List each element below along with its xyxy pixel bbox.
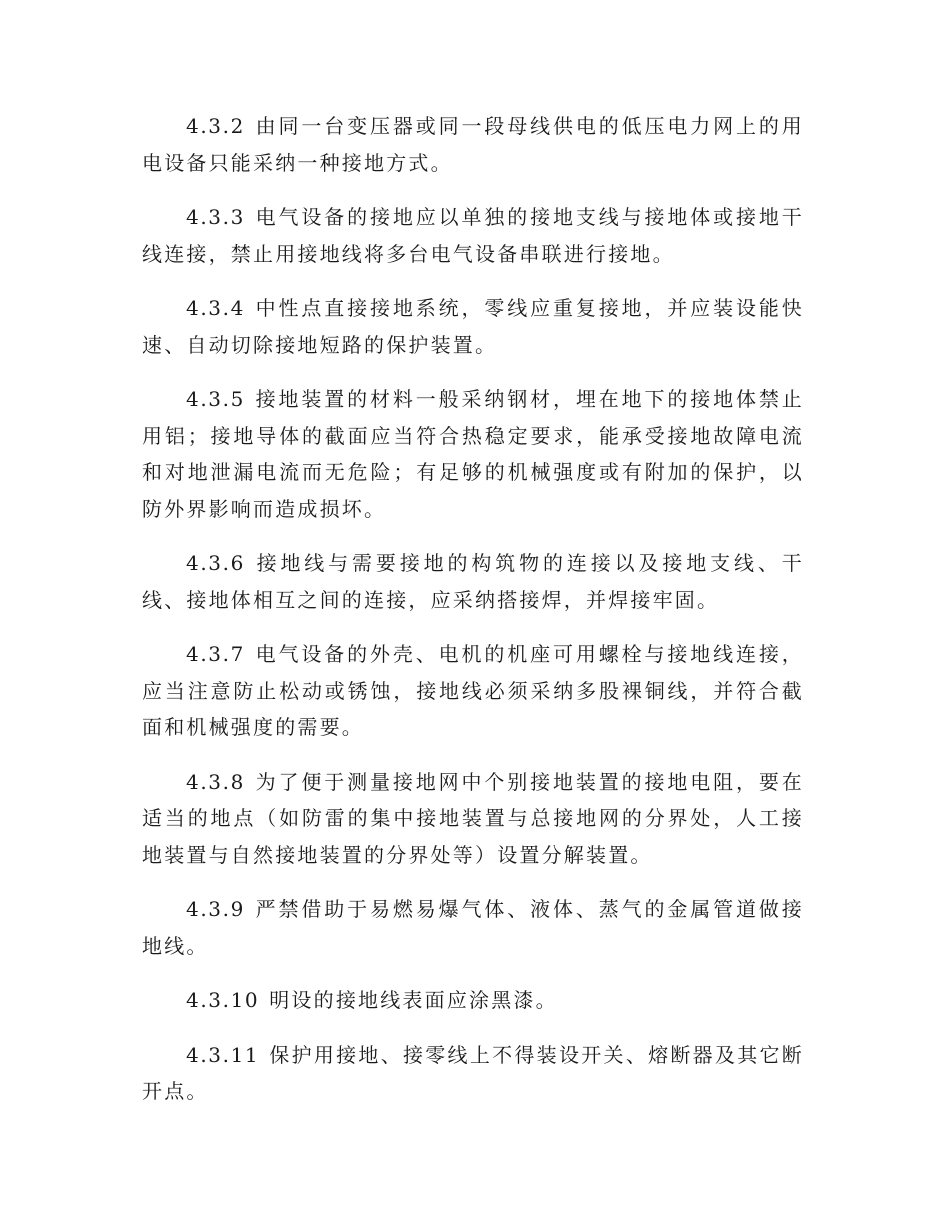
clause-number: 4.3.9 bbox=[186, 897, 245, 921]
clause-number: 4.3.2 bbox=[186, 114, 245, 138]
clause-text: 接地装置的材料一般采纳钢材，埋在地下的接地体禁止用铝；接地导体的截面应当符合热稳定要求，能承受接地故障电流和对地泄漏电流而无危险；有足够的机械强度或有附加的保护，以防外界影响而造成损坏。 bbox=[142, 387, 804, 521]
document-page bbox=[142, 108, 804, 1128]
clause-text: 电气设备的接地应以单独的接地支线与接地体或接地干线连接，禁止用接地线将多台电气设备串联进行接地。 bbox=[142, 205, 804, 266]
clause-number: 4.3.4 bbox=[186, 296, 245, 320]
clause-4-3-11 bbox=[142, 1037, 804, 1110]
clause-4-3-4 bbox=[142, 290, 804, 363]
clause-number: 4.3.6 bbox=[186, 551, 245, 575]
clause-4-3-5 bbox=[142, 381, 804, 527]
clause-4-3-10 bbox=[142, 982, 804, 1019]
clause-4-3-6 bbox=[142, 545, 804, 618]
clause-number: 4.3.3 bbox=[186, 205, 245, 229]
clause-4-3-8 bbox=[142, 764, 804, 874]
clause-text: 电气设备的外壳、电机的机座可用螺栓与接地线连接，应当注意防止松动或锈蚀，接地线必须采纳多股裸铜线，并符合截面和机械强度的需要。 bbox=[142, 642, 804, 739]
clause-4-3-7 bbox=[142, 636, 804, 746]
clause-4-3-9 bbox=[142, 891, 804, 964]
clause-text: 中性点直接接地系统，零线应重复接地，并应装设能快速、自动切除接地短路的保护装置。 bbox=[142, 296, 804, 357]
clause-4-3-2 bbox=[142, 108, 804, 181]
clause-text: 由同一台变压器或同一段母线供电的低压电力网上的用电设备只能采纳一种接地方式。 bbox=[142, 114, 804, 175]
clause-number: 4.3.5 bbox=[186, 387, 245, 411]
clause-number: 4.3.11 bbox=[186, 1042, 260, 1067]
clause-text: 明设的接地线表面应涂黑漆。 bbox=[269, 988, 558, 1012]
clause-number: 4.3.8 bbox=[186, 769, 245, 794]
clause-text: 严禁借助于易燃易爆气体、液体、蒸气的金属管道做接地线。 bbox=[142, 897, 804, 958]
clause-text: 保护用接地、接零线上不得装设开关、熔断器及其它断开点。 bbox=[142, 1042, 804, 1103]
clause-4-3-3 bbox=[142, 199, 804, 272]
clause-number: 4.3.7 bbox=[186, 642, 245, 666]
clause-number: 4.3.10 bbox=[186, 988, 260, 1012]
clause-text: 为了便于测量接地网中个别接地装置的接地电阻，要在适当的地点（如防雷的集中接地装置与总接地网的分界处，人工接地装置与自然接地装置的分界处等）设置分解装置。 bbox=[142, 769, 804, 867]
clause-text: 接地线与需要接地的构筑物的连接以及接地支线、干线、接地体相互之间的连接，应采纳搭接焊，并焊接牢固。 bbox=[142, 551, 804, 612]
